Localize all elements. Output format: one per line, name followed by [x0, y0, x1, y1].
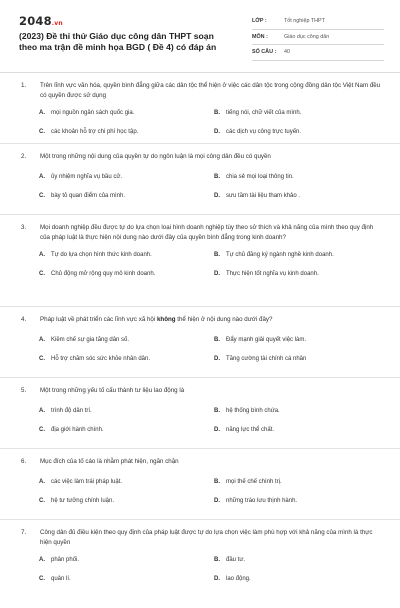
answer-option-d[interactable]: [214, 421, 389, 440]
answer-option-a[interactable]: [39, 550, 214, 569]
option-letter: B.: [214, 109, 220, 116]
question-number: 6.: [21, 458, 27, 465]
question-text: Trên lĩnh vực văn hóa, quyền bình đẳng giữa các dân tộc thể hiện ở việc các dân tộc trong cộng đồng dân tộc Việt Nam đều có quyền được sử dụng: [40, 82, 381, 99]
option-text: mọi nguồn ngân sách quốc gia.: [51, 109, 135, 116]
answer-options: [39, 325, 382, 369]
option-letter: A.: [39, 251, 45, 258]
option-text: Đẩy mạnh giải quyết việc làm.: [226, 337, 307, 344]
question-number: 5.: [21, 387, 27, 394]
answer-option-b[interactable]: [214, 103, 389, 122]
option-text: hệ thống bình chứa.: [226, 408, 280, 415]
exam-title: (2023) Đề thi thử Giáo dục công dân THPT soạn theo ma trận đề minh họa BGD ( Đề 4) có đáp án: [19, 31, 217, 52]
option-letter: B.: [214, 251, 220, 258]
question-item: [0, 520, 400, 608]
option-text: mọi thế chế chính trị.: [226, 479, 282, 486]
option-letter: B.: [214, 408, 220, 415]
option-text: sưu tầm tài liệu tham khảo .: [226, 193, 301, 200]
option-letter: D.: [214, 356, 220, 363]
option-text: Tự chủ đăng ký ngành nghề kinh doanh.: [226, 251, 334, 258]
answer-options: [39, 547, 382, 588]
answer-option-c[interactable]: [39, 264, 214, 283]
question-item: [0, 378, 400, 449]
question-item: [0, 215, 400, 307]
answer-options: [39, 242, 382, 283]
question-number: 2.: [21, 153, 27, 160]
option-letter: A.: [39, 109, 45, 116]
option-letter: C.: [39, 128, 45, 135]
meta-label: MÔN :: [252, 33, 268, 40]
answer-option-d[interactable]: [214, 187, 389, 206]
option-text: trình độ dân trí.: [51, 408, 92, 415]
answer-option-c[interactable]: [39, 350, 214, 369]
question-item: [0, 144, 400, 215]
meta-value: 40: [284, 49, 290, 56]
option-letter: A.: [39, 479, 45, 486]
meta-row-subject: [252, 30, 384, 46]
option-letter: B.: [214, 337, 220, 344]
option-text: Chủ động mở rộng quy mô kinh doanh.: [51, 270, 156, 277]
question-text: Một trong những nội dung của quyền tự do ngôn luận là mọi công dân đều có quyền: [40, 153, 271, 160]
option-text: các việc làm trái pháp luật.: [51, 479, 123, 486]
option-letter: C.: [39, 498, 45, 505]
answer-option-a[interactable]: [39, 473, 214, 492]
option-letter: A.: [39, 408, 45, 415]
option-text: Tự do lựa chọn hình thức kinh doanh.: [51, 251, 152, 258]
meta-value: Giáo dục công dân: [284, 33, 330, 40]
option-letter: C.: [39, 356, 45, 363]
option-letter: C.: [39, 193, 45, 200]
answer-option-c[interactable]: [39, 421, 214, 440]
option-text: tiếng nói, chữ viết của mình.: [226, 109, 302, 116]
option-text: Kiềm chế sự gia tăng dân số.: [51, 337, 130, 344]
answer-option-c[interactable]: [39, 187, 214, 206]
answer-options: [39, 467, 382, 511]
option-text: những trào lưu thịnh hành.: [226, 498, 298, 505]
option-letter: D.: [214, 270, 220, 277]
question-number: 4.: [21, 316, 27, 323]
question-number: 3.: [21, 224, 27, 231]
answer-option-a[interactable]: [39, 168, 214, 187]
option-letter: B.: [214, 556, 220, 563]
option-text: quản lí.: [51, 575, 71, 582]
option-letter: D.: [214, 128, 220, 135]
option-text: bày tỏ quan điểm của mình.: [51, 193, 126, 200]
answer-option-a[interactable]: [39, 402, 214, 421]
question-number: 1.: [21, 82, 27, 89]
meta-value: Tốt nghiệp THPT: [284, 18, 325, 25]
option-letter: A.: [39, 337, 45, 344]
question-text: Công dân đủ điều kiện theo quy định của pháp luật được tự do lựa chọn việc làm phù hợp với khả năng của mình là thực hiện quyền: [40, 529, 373, 546]
logo-main: 2048: [19, 14, 52, 28]
option-text: năng lực thể chất.: [226, 427, 275, 434]
meta-label: SỐ CÂU :: [252, 49, 277, 56]
answer-option-d[interactable]: [214, 492, 389, 511]
answer-option-a[interactable]: [39, 103, 214, 122]
question-text: Một trong những yếu tố cấu thành tư liệu lao động là: [40, 387, 185, 394]
meta-row-count: [252, 45, 384, 61]
answer-options: [39, 162, 382, 206]
option-letter: D.: [214, 498, 220, 505]
option-letter: A.: [39, 174, 45, 181]
option-letter: C.: [39, 427, 45, 434]
logo-sub: .vn: [51, 20, 63, 27]
meta-label: LỚP :: [252, 18, 267, 25]
site-logo[interactable]: [19, 14, 63, 28]
answer-option-c[interactable]: [39, 122, 214, 141]
question-item: [0, 307, 400, 378]
answer-options: [39, 396, 382, 440]
answer-option-a[interactable]: [39, 331, 214, 350]
option-letter: B.: [214, 174, 220, 181]
option-text: các khoản hỗ trợ chi phí học tập.: [51, 128, 139, 135]
question-text: Mục đích của tố cáo là nhằm phát hiện, ngăn chặn: [40, 458, 179, 465]
question-list: [0, 73, 400, 608]
option-letter: C.: [39, 270, 45, 277]
option-letter: B.: [214, 479, 220, 486]
emphasis-not: không: [156, 316, 176, 323]
option-text: địa giới hành chính.: [51, 427, 104, 434]
option-text: lao động.: [226, 575, 251, 582]
exam-header: [0, 0, 400, 73]
answer-option-b[interactable]: [214, 473, 389, 492]
answer-option-d[interactable]: [214, 350, 389, 369]
option-letter: D.: [214, 427, 220, 434]
question-text: Pháp luật về phát triển các lĩnh vực xã hội không thể hiện ở nội dung nào dưới đây?: [40, 316, 273, 323]
answer-option-c[interactable]: [39, 569, 214, 588]
question-item: [0, 73, 400, 144]
answer-option-b[interactable]: [214, 245, 389, 264]
answer-option-c[interactable]: [39, 492, 214, 511]
option-letter: C.: [39, 575, 45, 582]
exam-meta: [252, 14, 384, 61]
answer-option-b[interactable]: [214, 331, 389, 350]
answer-option-b[interactable]: [214, 402, 389, 421]
option-text: phân phối.: [51, 556, 80, 563]
option-text: các dịch vụ công trực tuyến.: [226, 128, 302, 135]
option-letter: A.: [39, 556, 45, 563]
option-text: Thực hiện tốt nghĩa vụ kinh doanh.: [226, 270, 319, 277]
meta-row-class: [252, 14, 384, 30]
option-text: chia sẻ mọi loại thông tin.: [226, 174, 294, 181]
answer-option-a[interactable]: [39, 245, 214, 264]
question-text: Mọi doanh nghiệp đều được tự do lựa chọn loại hình doanh nghiệp tùy theo sở thích và khả năng của mình theo quy định của pháp luật là thực hiện nội dung nào dưới đây của quyền bình đẳng trong kinh doanh?: [40, 224, 374, 241]
answer-option-b[interactable]: [214, 550, 389, 569]
question-number: 7.: [21, 529, 27, 536]
question-item: [0, 449, 400, 520]
answer-option-b[interactable]: [214, 168, 389, 187]
option-text: ủy nhiệm nghĩa vụ bầu cử.: [51, 174, 123, 181]
option-letter: D.: [214, 193, 220, 200]
option-text: Hỗ trợ chăm sóc sức khỏe nhân dân.: [51, 356, 150, 363]
option-letter: D.: [214, 575, 220, 582]
answer-option-d[interactable]: [214, 122, 389, 141]
option-text: Tăng cường tài chính cá nhân: [226, 356, 307, 363]
answer-option-d[interactable]: [214, 264, 389, 283]
option-text: hệ tư tưởng chính luận.: [51, 498, 115, 505]
answer-option-d[interactable]: [214, 569, 389, 588]
option-text: đầu tư.: [226, 556, 246, 563]
answer-options: [39, 100, 382, 141]
